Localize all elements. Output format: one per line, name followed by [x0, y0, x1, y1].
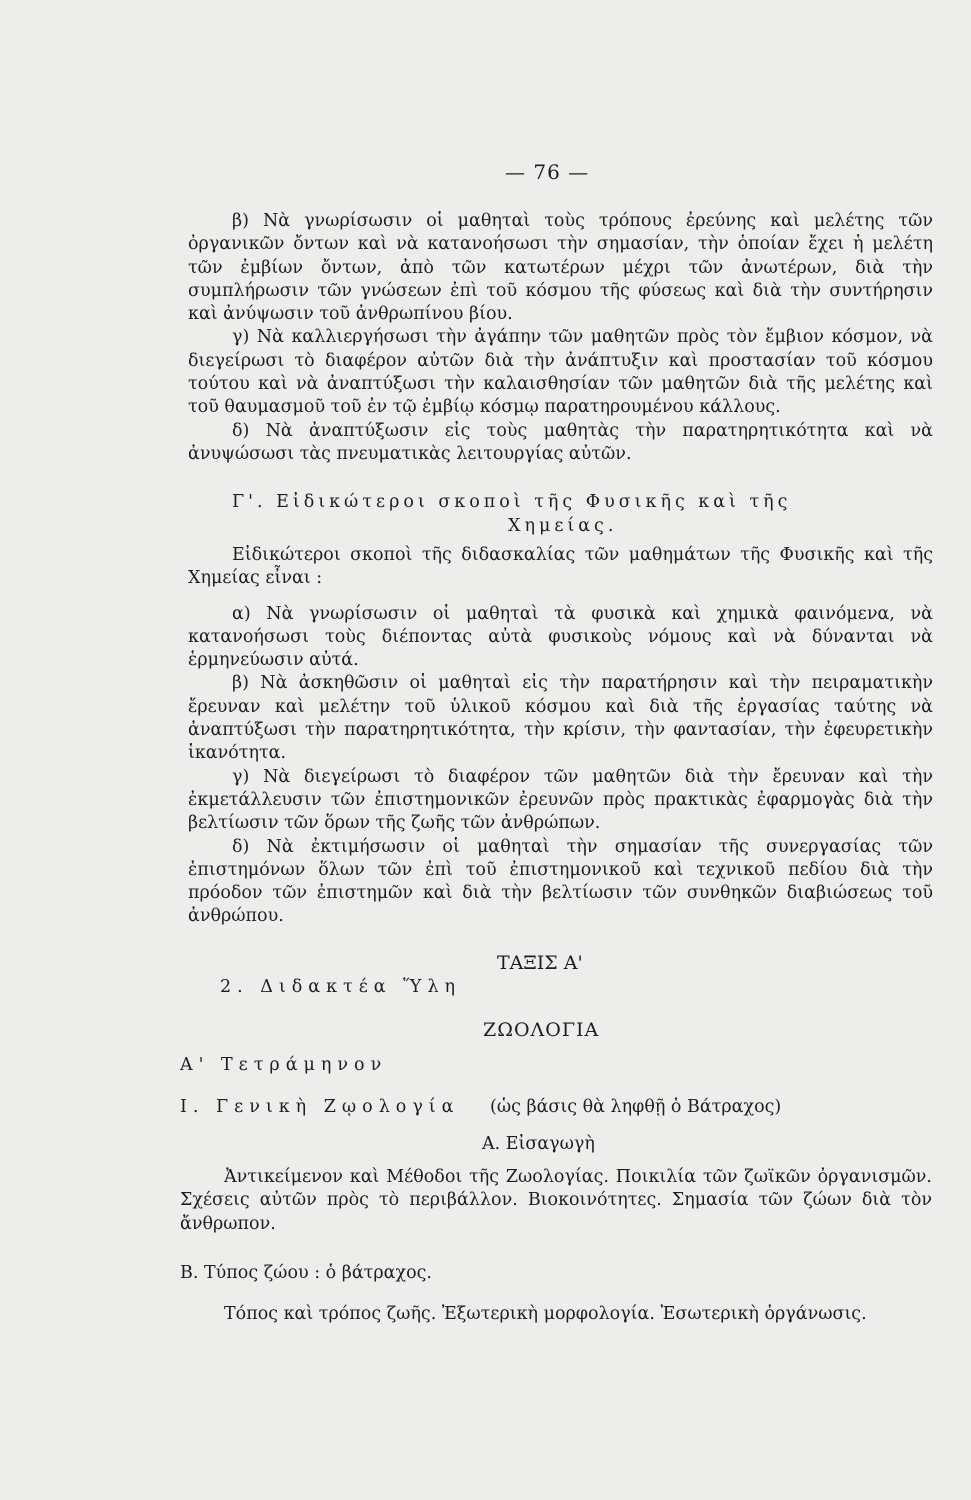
frog-block	[180, 1303, 932, 1326]
heading-physics-chemistry-line2: Χημείας.	[508, 516, 618, 536]
objectives-block-physics	[188, 544, 933, 929]
paragraph-frog: Τόπος καὶ τρόπος ζωῆς. Ἐξωτερικὴ μορφολογία. Ἐσωτερικὴ ὀργάνωσις.	[224, 1304, 867, 1324]
paragraph-delta: δ) Νὰ ἀναπτύξωσιν εἰς τοὺς μαθητὰς τὴν παρατηρητικότητα καὶ νὰ ἀνυψώσωσι τὰς πνευματικὰς λειτουργίας αὐτῶν.	[188, 420, 933, 464]
paragraph-beta: β) Νὰ γνωρίσωσιν οἱ μαθηταὶ τοὺς τρόπους ἐρεύνης καὶ μελέτης τῶν ὀργανικῶν ὄντων καὶ νὰ κατανοήσωσι τὴν σημασίαν, τὴν ὁποίαν ἔχει ἡ μελέτη τῶν ἐμβίων ὄντων, ἀπὸ τῶν κατωτέρων μέχρι τῶν ἀνωτέρων, διὰ τὴν συμπλήρωσιν τῶν γνώσεων ἐπὶ τοῦ κόσμου τῆς φύσεως καὶ διὰ τὴν συντήρησιν καὶ ἀνύψωσιν τοῦ ἀνθρωπίνου βίου.	[188, 211, 933, 325]
curriculum-heading: 2. Διδακτέα Ὕλη	[220, 977, 462, 997]
subsection-frog: Β. Τύπος ζώου : ὁ βάτραχος.	[180, 1263, 432, 1283]
page-number: — 76 —	[505, 160, 590, 184]
paragraph-introduction: Ἀντικείμενον καὶ Μέθοδοι τῆς Ζωολογίας. Ποικιλία τῶν ζωϊκῶν ὀργανισμῶν. Σχέσεις αὐτῶν πρὸς τὸ περιβάλλον. Βιοκοινότητες. Σημασία τῶν ζώων διὰ τὸν ἄνθρωπον.	[180, 1167, 932, 1234]
section-general-zoology: Ι. Γενικὴ Ζῳολογία	[180, 1097, 460, 1117]
paragraph-intro-physics: Εἰδικώτεροι σκοποὶ τῆς διδασκαλίας τῶν μαθημάτων τῆς Φυσικῆς καὶ τῆς Χημείας εἶναι :	[188, 545, 933, 589]
introduction-block	[180, 1166, 932, 1236]
paragraph-physics-gamma: γ) Νὰ διεγείρωσι τὸ διαφέρον τῶν μαθητῶν διὰ τὴν ἔρευναν καὶ τὴν ἐκμετάλλευσιν τῶν ἐπιστημονικῶν ἐρευνῶν πρὸς πρακτικὰς ἐφαρμογὰς διὰ τὴν βελτίωσιν τῶν ὅρων τῆς ζωῆς τῶν ἀνθρώπων.	[188, 766, 933, 834]
subsection-introduction: Α. Εἰσαγωγὴ	[482, 1134, 595, 1154]
paragraph-physics-alpha: α) Νὰ γνωρίσωσιν οἱ μαθηταὶ τὰ φυσικὰ καὶ χημικὰ φαινόμενα, νὰ κατανοήσωσι τοὺς διέποντας αὐτὰ φυσικοὺς νόμους καὶ νὰ δύνανται νὰ ἑρμηνεύωσιν αὐτά.	[188, 603, 933, 671]
paragraph-gamma: γ) Νὰ καλλιεργήσωσι τὴν ἀγάπην τῶν μαθητῶν πρὸς τὸν ἔμβιον κόσμον, νὰ διεγείρωσι τὸ διαφέρον αὐτῶν διὰ τὴν ἀνάπτυξιν καὶ προστασίαν τοῦ κόσμου τούτου καὶ νὰ ἀναπτύξωσι τὴν καλαισθησίαν τῶν μαθητῶν διὰ τῆς μελέτης καὶ τοῦ θαυμασμοῦ τοῦ ἐν τῷ ἐμβίῳ κόσμῳ παρατηρουμένου κάλλους.	[188, 327, 933, 418]
section-general-zoology-note: (ὡς βάσις θὰ ληφθῇ ὁ Βάτραχος)	[490, 1097, 782, 1117]
objectives-block-top	[188, 210, 933, 466]
paragraph-physics-beta: β) Νὰ ἀσκηθῶσιν οἱ μαθηταὶ εἰς τὴν παρατήρησιν καὶ τὴν πειραματικὴν ἔρευναν καὶ μελέτην τοῦ ὑλικοῦ κόσμου καὶ διὰ τῆς ἐργασίας ταύτης νὰ ἀναπτύξωσι τὴν παρατηρητικότητα, τὴν κρίσιν, τὴν φαντασίαν, τὴν ἐφευρετικὴν ἱκανότητα.	[188, 673, 933, 764]
term-heading: Α' Τετράμηνον	[180, 1055, 388, 1075]
heading-physics-chemistry-line1: Γ'. Εἰδικώτεροι σκοποὶ τῆς Φυσικῆς καὶ τῆς	[232, 492, 792, 512]
paragraph-physics-delta: δ) Νὰ ἐκτιμήσωσιν οἱ μαθηταὶ τὴν σημασίαν τῆς συνεργασίας τῶν ἐπιστημόνων ὅλων τῶν ἐπὶ τοῦ ἐπιστημονικοῦ καὶ τεχνικοῦ πεδίου διὰ τὴν πρόοδον τῶν ἐπιστημῶν καὶ διὰ τὴν βελτίωσιν τῶν συνθηκῶν διαβιώσεως τοῦ ἀνθρώπου.	[188, 836, 933, 927]
class-heading: ΤΑΞΙΣ Α'	[497, 952, 583, 974]
zoology-heading: ΖΩΟΛΟΓΙΑ	[483, 1019, 600, 1041]
